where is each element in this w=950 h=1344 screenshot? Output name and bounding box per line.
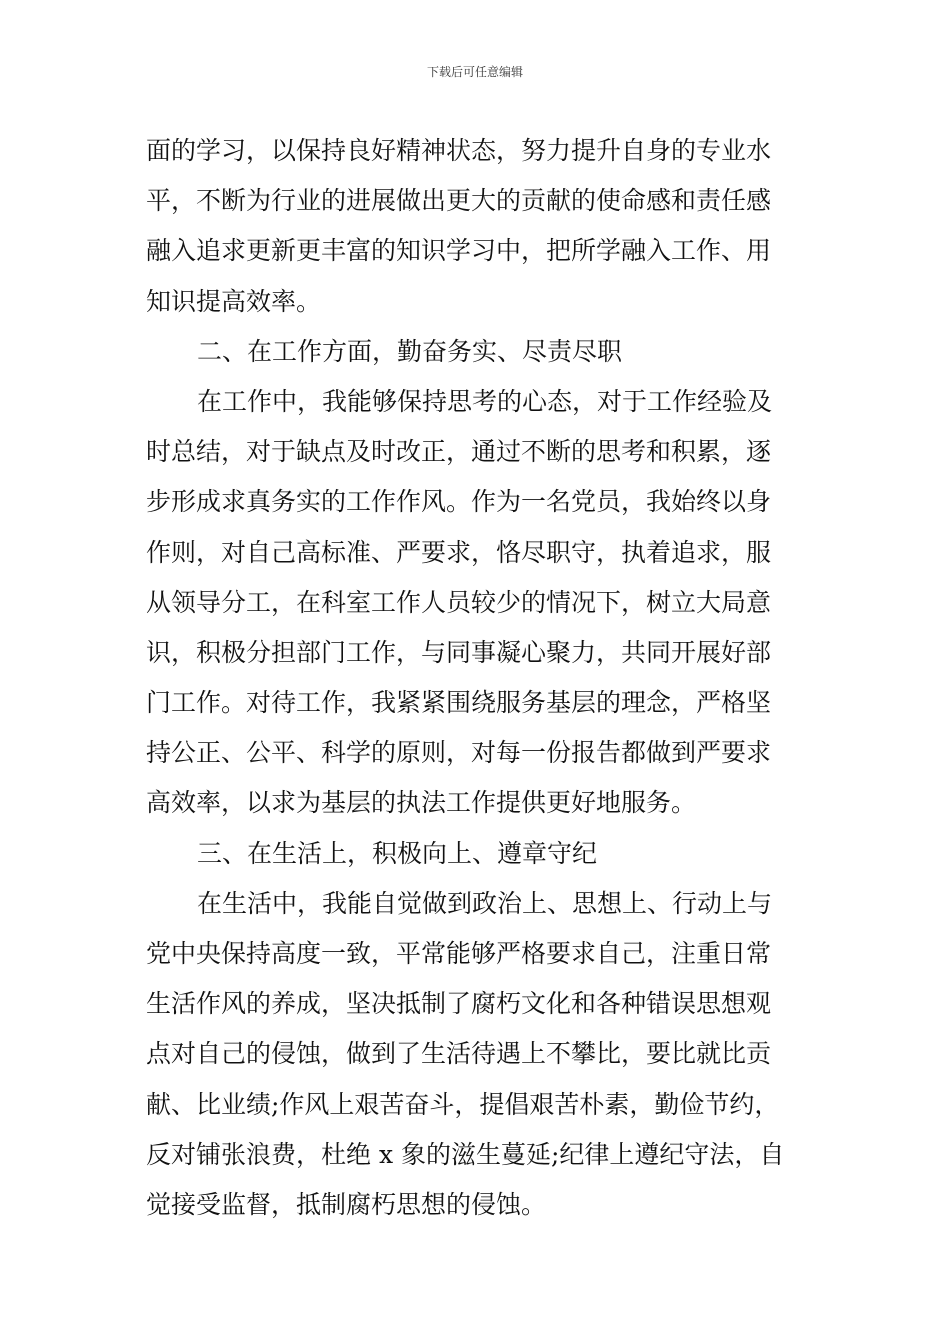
text-line: 在工作中，我能够保持思考的心态，对于工作经验及	[197, 386, 773, 416]
text-line: 平，不断为行业的进展做出更大的贡献的使命感和责任感	[146, 186, 772, 216]
text-line: 作则，对自己高标准、严要求，恪尽职守，执着追求，服	[146, 537, 772, 567]
text-line: 面的学习，以保持良好精神状态，努力提升自身的专业水	[146, 136, 772, 165]
text-line: 觉接受监督，抵制腐朽思想的侵蚀。	[146, 1189, 547, 1219]
text-line: 高效率，以求为基层的执法工作提供更好地服务。	[146, 788, 697, 818]
section-heading: 三、在生活上，积极向上、遵章守纪	[197, 838, 598, 868]
text-line: 识，积极分担部门工作，与同事凝心聚力，共同开展好部	[146, 637, 772, 667]
text-line: 献、比业绩;作风上艰苦奋斗，提倡艰苦朴素，勤俭节约，	[146, 1089, 780, 1119]
text-line: 知识提高效率。	[146, 286, 322, 316]
text-line: 点对自己的侵蚀，做到了生活待遇上不攀比，要比就比贡	[146, 1039, 772, 1069]
text-line: 时总结，对于缺点及时改正，通过不断的思考和积累，逐	[146, 437, 772, 467]
text-line: 反对铺张浪费，杜绝 x 象的滋生蔓延;纪律上遵纪守法，自	[146, 1139, 785, 1169]
page-header: 下载后可任意编辑	[426, 65, 523, 79]
text-line: 持公正、公平、科学的原则，对每一份报告都做到严要求	[146, 738, 772, 768]
text-line: 生活作风的养成，坚决抵制了腐朽文化和各种错误思想观	[146, 989, 772, 1019]
document-body	[146, 126, 806, 1230]
text-line: 从领导分工，在科室工作人员较少的情况下，树立大局意	[146, 587, 772, 617]
section-heading: 二、在工作方面，勤奋务实、尽责尽职	[197, 336, 623, 366]
text-line: 门工作。对待工作，我紧紧围绕服务基层的理念，严格坚	[146, 688, 772, 718]
text-line: 融入追求更新更丰富的知识学习中，把所学融入工作、用	[146, 236, 772, 266]
text-line: 在生活中，我能自觉做到政治上、思想上、行动上与	[197, 888, 773, 918]
text-line: 党中央保持高度一致，平常能够严格要求自己，注重日常	[146, 939, 772, 968]
text-line: 步形成求真务实的工作作风。作为一名党员，我始终以身	[146, 487, 772, 517]
